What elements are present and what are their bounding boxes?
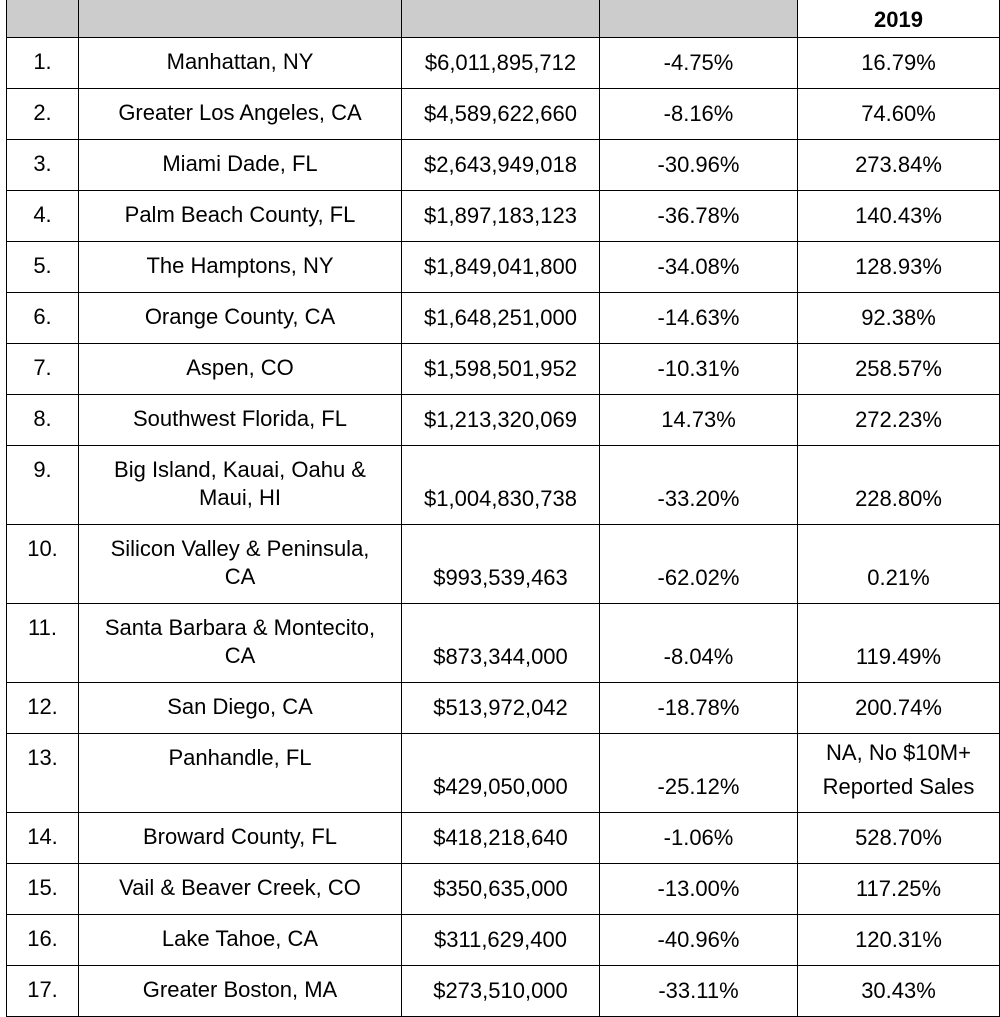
change-cell [600,813,798,864]
vs-2019-text: 16.79% [861,50,936,75]
change-cell [600,683,798,734]
vs-2019-text: 117.25% [855,876,942,901]
vs-2019-text: 119.49% [855,644,942,669]
rank-text: 13. [27,745,58,770]
change-cell [600,915,798,966]
market-text: The Hamptons, NY [146,253,334,278]
table-row [7,604,1000,683]
sales-cell [402,525,600,604]
sales-text: $311,629,400 [434,927,567,952]
market-text: Greater Boston, MA [142,977,338,1002]
sales-text: $418,218,640 [433,825,568,850]
rank-cell [7,734,79,813]
rank-text: 14. [27,824,58,849]
market-text: Miami Dade, FL [162,151,318,176]
rank-text: 7. [33,355,52,380]
change-cell [600,864,798,915]
vs-2019-text: 74.60% [861,101,936,126]
change-text: -34.08% [657,254,740,279]
market-cell [79,864,402,915]
sales-text: $1,849,041,800 [424,254,577,279]
market-text: Greater Los Angeles, CA [118,100,362,125]
sales-text: $1,648,251,000 [424,305,577,330]
change-cell [600,140,798,191]
sales-text: $273,510,000 [433,978,568,1003]
table-row [7,140,1000,191]
table-row [7,683,1000,734]
rank-text: 12. [27,694,58,719]
change-cell [600,966,798,1017]
change-text: -4.75% [663,50,734,75]
vs-2019-text: 120.31% [855,927,942,952]
table-row [7,242,1000,293]
rank-cell [7,344,79,395]
change-cell [600,395,798,446]
vs-2019-cell [798,813,1000,864]
market-cell [79,813,402,864]
sales-cell [402,683,600,734]
rank-cell [7,395,79,446]
table-row [7,191,1000,242]
change-cell [600,604,798,683]
rank-cell [7,966,79,1017]
table-row [7,525,1000,604]
market-cell [79,966,402,1017]
vs-2019-cell [798,683,1000,734]
change-text: -8.16% [663,101,734,126]
change-text: -33.20% [657,486,740,511]
vs-2019-cell [798,395,1000,446]
change-text: -25.12% [657,774,740,799]
change-text: -10.31% [657,356,740,381]
rank-text: 16. [27,926,58,951]
table-row [7,966,1000,1017]
change-text: -14.63% [657,305,740,330]
rank-cell [7,38,79,89]
vs-2019-text-line2: Reported Sales [822,774,975,799]
market-text: Southwest Florida, FL [133,406,347,431]
rank-text: 5. [33,253,52,278]
sales-text: $1,598,501,952 [424,356,577,381]
change-text: -1.06% [663,825,734,850]
vs-2019-text: 272.23% [855,407,942,432]
rank-text: 11. [28,615,57,640]
rank-text: 6. [33,304,52,329]
vs-2019-cell [798,38,1000,89]
market-cell [79,38,402,89]
sales-text: $350,635,000 [433,876,568,901]
table-row [7,89,1000,140]
market-text: Lake Tahoe, CA [161,926,319,951]
change-cell [600,191,798,242]
header-sales [402,0,600,38]
change-cell [600,734,798,813]
change-cell [600,38,798,89]
market-text: Manhattan, NY [166,49,314,74]
change-text: -8.04% [663,644,734,669]
sales-text: $873,344,000 [433,644,568,669]
vs-2019-cell [798,89,1000,140]
header-market [79,0,402,38]
market-cell [79,344,402,395]
market-cell [79,604,402,683]
vs-2019-text-line1: NA, No $10M+ [826,740,971,765]
vs-2019-text: 273.84% [855,152,942,177]
rank-cell [7,293,79,344]
rank-cell [7,191,79,242]
vs-2019-cell [798,242,1000,293]
vs-2019-cell [798,191,1000,242]
luxury-sales-table-container [6,0,999,1017]
change-cell [600,446,798,525]
vs-2019-cell [798,864,1000,915]
market-text-line2: CA [224,643,256,668]
sales-cell [402,864,600,915]
rank-cell [7,813,79,864]
rank-cell [7,604,79,683]
vs-2019-cell [798,525,1000,604]
vs-2019-cell [798,344,1000,395]
sales-text: $993,539,463 [433,565,568,590]
vs-2019-cell [798,140,1000,191]
table-row [7,915,1000,966]
vs-2019-cell [798,604,1000,683]
market-cell [79,734,402,813]
sales-cell [402,140,600,191]
change-cell [600,242,798,293]
market-text: Aspen, CO [186,355,294,380]
market-text-line1: Silicon Valley & Peninsula, [110,536,370,561]
rank-text: 4. [33,202,52,227]
rank-cell [7,242,79,293]
sales-cell [402,966,600,1017]
rank-cell [7,89,79,140]
header-rank [7,0,79,38]
vs-2019-text: 30.43% [861,978,936,1003]
sales-cell [402,446,600,525]
sales-cell [402,89,600,140]
vs-2019-cell [798,915,1000,966]
market-cell [79,89,402,140]
market-cell [79,293,402,344]
sales-text: $2,643,949,018 [424,152,577,177]
market-text-line2: CA [224,564,256,589]
vs-2019-text: 0.21% [867,565,930,590]
market-cell [79,191,402,242]
change-text: -30.96% [657,152,740,177]
vs-2019-text: 258.57% [855,356,942,381]
header-vs-2019 [798,0,1000,38]
sales-text: $6,011,895,712 [424,50,577,75]
market-text: Palm Beach County, FL [124,202,356,227]
market-text: Vail & Beaver Creek, CO [119,875,361,900]
market-text: San Diego, CA [167,694,313,719]
vs-2019-cell [798,293,1000,344]
market-cell [79,242,402,293]
rank-text: 1. [33,49,52,74]
vs-2019-cell [798,734,1000,813]
market-text-line1: Santa Barbara & Montecito, [104,615,376,640]
vs-2019-text: 200.74% [855,695,942,720]
header-change [600,0,798,38]
rank-cell [7,140,79,191]
change-cell [600,344,798,395]
sales-cell [402,293,600,344]
rank-cell [7,683,79,734]
rank-text: 15. [27,875,58,900]
rank-text: 9. [33,457,52,482]
rank-text: 8. [33,406,52,431]
sales-cell [402,344,600,395]
luxury-sales-table [6,0,1000,1017]
market-cell [79,683,402,734]
vs-2019-text: 528.70% [855,825,942,850]
rank-text: 2. [33,100,52,125]
market-text: Panhandle, FL [168,745,312,770]
table-row [7,395,1000,446]
table-row [7,864,1000,915]
market-text: Broward County, FL [142,824,337,849]
change-text: 14.73% [661,407,736,432]
sales-text: $429,050,000 [433,774,568,799]
vs-2019-text: 140.43% [855,203,942,228]
vs-2019-cell [798,446,1000,525]
market-cell [79,446,402,525]
sales-cell [402,813,600,864]
change-cell [600,525,798,604]
change-cell [600,293,798,344]
sales-text: $4,589,622,660 [424,101,577,126]
sales-cell [402,915,600,966]
sales-cell [402,395,600,446]
table-row [7,734,1000,813]
market-cell [79,395,402,446]
market-cell [79,140,402,191]
change-text: -62.02% [657,565,740,590]
change-text: -33.11% [658,978,739,1003]
table-row [7,813,1000,864]
table-row [7,38,1000,89]
sales-cell [402,191,600,242]
vs-2019-cell [798,966,1000,1017]
change-text: -40.96% [657,927,740,952]
table-header-row [7,0,1000,38]
vs-2019-text: 92.38% [861,305,936,330]
header-vs-year: 2019 [874,7,923,32]
market-text-line1: Big Island, Kauai, Oahu & [114,457,366,482]
market-text-line2: Maui, HI [199,485,281,510]
change-text: -36.78% [657,203,740,228]
sales-text: $513,972,042 [433,695,568,720]
rank-text: 17. [27,977,58,1002]
rank-text: 3. [33,151,52,176]
sales-text: $1,213,320,069 [424,407,577,432]
sales-text: $1,004,830,738 [424,486,577,511]
market-cell [79,525,402,604]
market-text: Orange County, CA [144,304,336,329]
sales-cell [402,38,600,89]
rank-cell [7,864,79,915]
sales-text: $1,897,183,123 [424,203,577,228]
change-text: -18.78% [657,695,740,720]
market-cell [79,915,402,966]
rank-text: 10. [27,536,58,561]
sales-cell [402,242,600,293]
vs-2019-text: 228.80% [855,486,942,511]
table-row [7,344,1000,395]
sales-cell [402,734,600,813]
rank-cell [7,525,79,604]
sales-cell [402,604,600,683]
rank-cell [7,915,79,966]
vs-2019-text: 128.93% [855,254,942,279]
change-text: -13.00% [657,876,740,901]
rank-cell [7,446,79,525]
change-cell [600,89,798,140]
table-row [7,446,1000,525]
table-row [7,293,1000,344]
